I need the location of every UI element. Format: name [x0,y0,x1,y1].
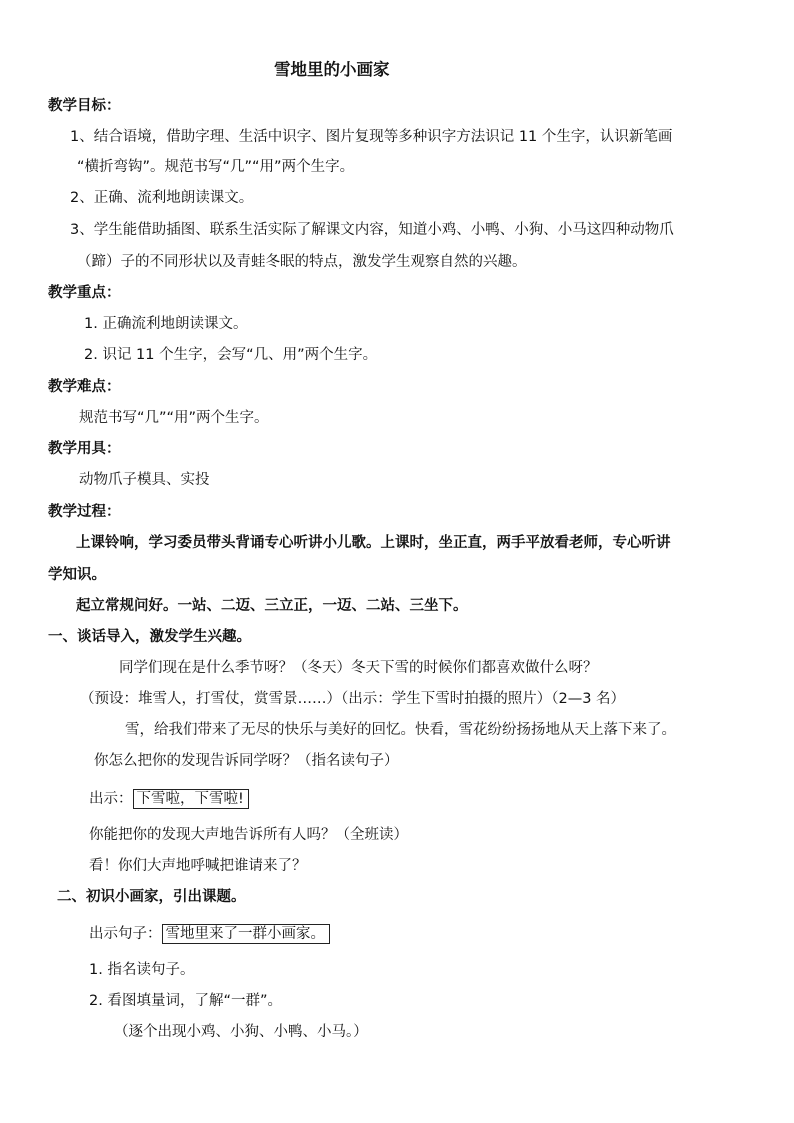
section-2-item-1: 1. 指名读句子。 [89,962,195,978]
objective-2: 2、正确、流利地朗读课文。 [70,190,254,206]
difficulties-heading: 教学难点： [48,379,121,395]
section-2-show-label: 出示句子： [89,926,162,942]
section-1-heading: 一、谈话导入，激发学生兴趣。 [48,629,251,645]
section-1-show-box: 下雪啦，下雪啦! [133,789,249,809]
section-1-paragraph-4: 你怎么把你的发现告诉同学呀？（指名读句子） [94,753,399,769]
section-1-paragraph-3: 雪，给我们带来了无尽的快乐与美好的回忆。快看，雪花纷纷扬扬地从天上落下来了。 [125,722,676,738]
section-1-paragraph-6: 看！你们大声地呼喊把谁请来了？ [89,858,307,874]
objective-1-line-2: “横折弯钩”。规范书写“几”“用”两个生字。 [77,159,355,175]
section-2-show-line [89,924,330,944]
section-2-show-box: 雪地里来了一群小画家。 [162,924,331,944]
document-title: 雪地里的小画家 [274,60,390,79]
key-point-2: 2. 识记 11 个生字，会写“几、用”两个生字。 [84,347,378,363]
difficulties-text: 规范书写“几”“用”两个生字。 [79,410,269,426]
section-1-paragraph-5: 你能把你的发现大声地告诉所有人吗？（全班读） [89,827,408,843]
routine-line-3: 起立常规问好。一站、二迈、三立正，一迈、二站、三坐下。 [76,598,468,614]
routine-line-2: 学知识。 [48,567,106,583]
objective-1-line-1: 1、结合语境，借助字理、生活中识字、图片复现等多种识字方法识记 11 个生字，认识新笔画 [70,129,673,145]
tools-text: 动物爪子模具、实投 [79,472,210,488]
key-point-1: 1. 正确流利地朗读课文。 [84,316,248,332]
objective-3-line-1: 3、学生能借助插图、联系生活实际了解课文内容，知道小鸡、小鸭、小狗、小马这四种动物爪 [70,222,674,238]
process-heading: 教学过程： [48,504,121,520]
objective-3-line-2: （蹄）子的不同形状以及青蛙冬眠的特点，激发学生观察自然的兴趣。 [77,254,527,270]
section-2-heading: 二、初识小画家，引出课题。 [57,889,246,905]
section-1-show-label: 出示： [89,791,133,807]
key-points-heading: 教学重点： [48,285,121,301]
section-1-show-line [89,789,249,809]
section-1-paragraph-1: 同学们现在是什么季节呀？（冬天）冬天下雪的时候你们都喜欢做什么呀？ [119,660,598,676]
tools-heading: 教学用具： [48,441,121,457]
section-1-paragraph-2: （预设：堆雪人，打雪仗，赏雪景……）（出示：学生下雪时拍摄的照片）（2—3 名） [80,691,626,707]
objectives-heading: 教学目标： [48,98,121,114]
section-2-item-2: 2. 看图填量词，了解“一群”。 [89,993,282,1009]
section-2-item-2-note: （逐个出现小鸡、小狗、小鸭、小马。） [114,1024,368,1040]
routine-line-1: 上课铃响，学习委员带头背诵专心听讲小儿歌。上课时，坐正直，两手平放看老师，专心听讲 [76,535,671,551]
